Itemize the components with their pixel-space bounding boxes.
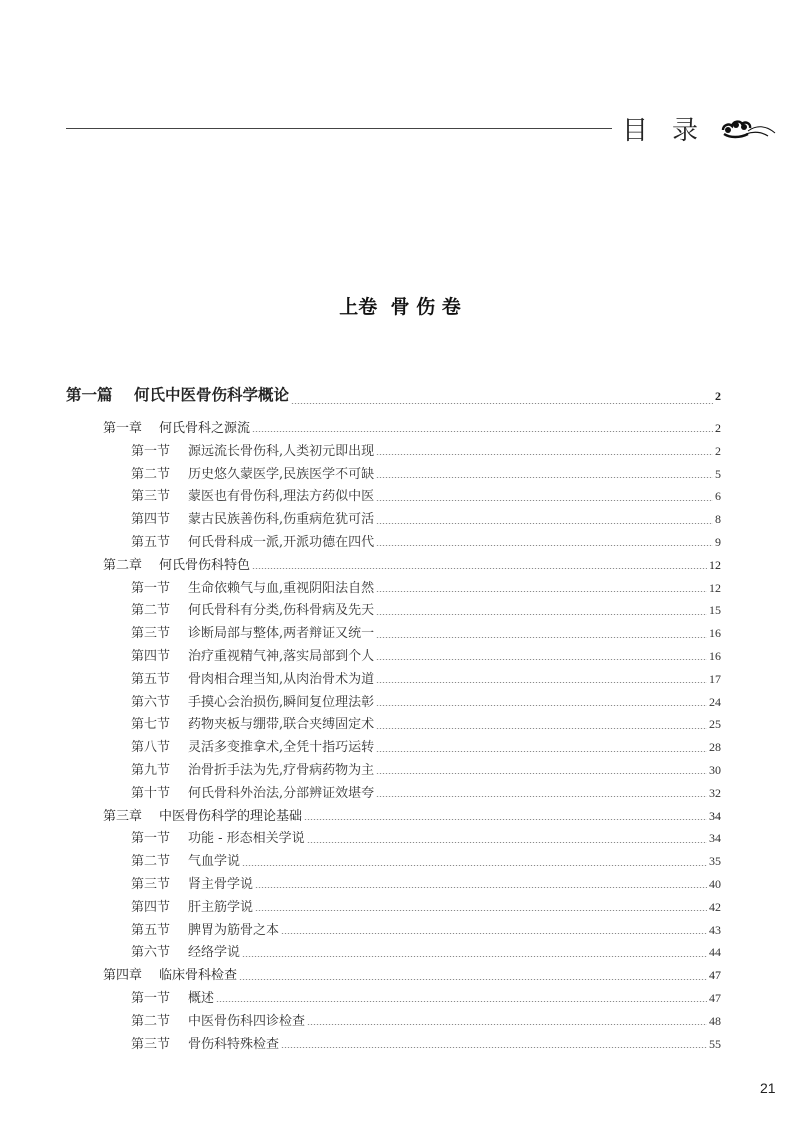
toc-entry-sec[interactable] [66, 599, 721, 622]
toc-entry-page: 6 [715, 489, 721, 504]
toc-entry-label: 第二节 [131, 854, 171, 870]
toc-entry-page: 16 [709, 626, 721, 641]
toc-entry-sec[interactable] [66, 440, 721, 463]
toc-entry-title: 中医骨伤科四诊检查 [188, 1013, 306, 1029]
cloud-ornament-icon [720, 113, 776, 143]
toc-entry-title: 何氏骨伤科特色 [159, 557, 251, 573]
toc-entry-title: 蒙古民族善伤科,伤重病危犹可活 [188, 512, 375, 528]
toc-entry-title: 概述 [188, 990, 215, 1006]
toc-entry-sec[interactable] [66, 941, 721, 964]
toc-entry-label: 第四节 [131, 512, 171, 528]
toc-entry-label: 第一节 [131, 443, 171, 459]
dot-leader [252, 431, 713, 432]
toc-entry-page: 2 [715, 389, 721, 403]
toc-entry-sec[interactable] [66, 759, 721, 782]
toc-entry-title: 源远流长骨伤科,人类初元即出现 [188, 443, 375, 459]
dot-leader [291, 403, 713, 404]
toc-entry-page: 48 [709, 1013, 721, 1028]
toc-entry-label: 第三节 [131, 489, 171, 505]
dot-leader [216, 1001, 707, 1002]
toc-entry-sec[interactable] [66, 919, 721, 942]
toc-entry-page: 44 [709, 945, 721, 960]
toc-entry-title: 治疗重视精气神,落实局部到个人 [188, 648, 375, 664]
toc-entry-sec[interactable] [66, 622, 721, 645]
toc-entry-title: 骨伤科特殊检查 [188, 1036, 280, 1052]
toc-entry-label: 第一篇 [66, 386, 113, 404]
toc-entry-page: 8 [715, 512, 721, 527]
toc-entry-label: 第二章 [103, 557, 143, 573]
toc-entry-label: 第五节 [131, 534, 171, 550]
toc-entry-label: 第三节 [131, 876, 171, 892]
toc-entry-page: 34 [709, 808, 721, 823]
toc-entry-title: 骨肉相合理当知,从肉治骨术为道 [188, 671, 375, 687]
toc-entry-label: 第四节 [131, 899, 171, 915]
toc-entry-title: 何氏中医骨伤科学概论 [134, 386, 290, 404]
toc-entry-label: 第二节 [131, 466, 171, 482]
toc-entry-label: 第十节 [131, 785, 171, 801]
toc-entry-page: 15 [709, 603, 721, 618]
toc-entry-label: 第二节 [131, 603, 171, 619]
toc-entry-title: 气血学说 [188, 854, 241, 870]
toc-entry-sec[interactable] [66, 1033, 721, 1056]
toc-entry-label: 第一节 [131, 831, 171, 847]
toc-entry-page: 42 [709, 899, 721, 914]
toc-entry-title: 手摸心会治损伤,瞬间复位理法彰 [188, 694, 375, 710]
toc-entry-title: 蒙医也有骨伤科,理法方药似中医 [188, 489, 375, 505]
dot-leader [376, 637, 707, 638]
dot-leader [376, 500, 713, 501]
dot-leader [376, 614, 707, 615]
toc-entry-page: 2 [715, 421, 721, 435]
toc-entry-chap[interactable] [66, 417, 721, 440]
toc-entry-label: 第九节 [131, 762, 171, 778]
dot-leader [281, 1047, 707, 1048]
toc-entry-sec[interactable] [66, 577, 721, 600]
dot-leader [242, 865, 707, 866]
toc-entry-label: 第三节 [131, 1036, 171, 1052]
toc-entry-sec[interactable] [66, 736, 721, 759]
toc-entry-label: 第七节 [131, 717, 171, 733]
dot-leader [376, 523, 713, 524]
toc-entry-sec[interactable] [66, 668, 721, 691]
header-rule [66, 128, 612, 129]
toc-entry-sec[interactable] [66, 463, 721, 486]
dot-leader [252, 568, 707, 569]
toc-entry-label: 第四章 [103, 968, 143, 984]
toc-entry-label: 第五节 [131, 671, 171, 687]
toc-entry-title: 何氏骨科之源流 [159, 421, 251, 436]
dot-leader [304, 819, 707, 820]
toc-entry-page: 12 [709, 580, 721, 595]
toc-entry-page: 5 [715, 466, 721, 481]
toc-entry-sec[interactable] [66, 691, 721, 714]
toc-entry-label: 第四节 [131, 648, 171, 664]
toc-entry-page: 30 [709, 762, 721, 777]
toc-entry-label: 第五节 [131, 922, 171, 938]
dot-leader [376, 728, 707, 729]
dot-leader [376, 751, 707, 752]
toc-entry-page: 9 [715, 534, 721, 549]
toc-entry-page: 2 [715, 443, 721, 458]
toc-entry-title: 灵活多变推拿术,全凭十指巧运转 [188, 740, 375, 756]
toc-entry-page: 40 [709, 876, 721, 891]
toc-entry-page: 34 [709, 831, 721, 846]
table-of-contents [66, 383, 721, 1055]
toc-entry-sec[interactable] [66, 485, 721, 508]
toc-entry-sec[interactable] [66, 1010, 721, 1033]
toc-entry-sec[interactable] [66, 850, 721, 873]
toc-entry-page: 16 [709, 648, 721, 663]
page-number: 21 [760, 1080, 776, 1096]
dot-leader [239, 979, 707, 980]
toc-entry-label: 第三节 [131, 626, 171, 642]
toc-entry-page: 25 [709, 717, 721, 732]
toc-entry-sec[interactable] [66, 896, 721, 919]
dot-leader [255, 887, 707, 888]
toc-entry-page: 17 [709, 671, 721, 686]
dot-leader [376, 796, 707, 797]
dot-leader [376, 773, 707, 774]
toc-entry-title: 何氏骨科成一派,开派功德在四代 [188, 534, 375, 550]
toc-entry-label: 第八节 [131, 740, 171, 756]
toc-entry-title: 诊断局部与整体,两者辩证又统一 [188, 626, 375, 642]
dot-leader [376, 477, 713, 478]
dot-leader [242, 956, 707, 957]
toc-entry-title: 治骨折手法为先,疗骨病药物为主 [188, 762, 375, 778]
toc-entry-label: 第六节 [131, 694, 171, 710]
toc-entry-page: 35 [709, 854, 721, 869]
toc-entry-title: 中医骨伤科学的理论基础 [159, 808, 303, 824]
toc-entry-sec[interactable] [66, 713, 721, 736]
toc-entry-sec[interactable] [66, 508, 721, 531]
toc-entry-sec[interactable] [66, 782, 721, 805]
toc-entry-label: 第二节 [131, 1013, 171, 1029]
dot-leader [376, 659, 707, 660]
toc-entry-title: 历史悠久蒙医学,民族医学不可缺 [188, 466, 375, 482]
toc-entry-title: 生命依赖气与血,重视阴阳法自然 [188, 580, 375, 596]
dot-leader [307, 842, 707, 843]
toc-entry-page: 47 [709, 990, 721, 1005]
toc-entry-title: 何氏骨科有分类,伤科骨病及先天 [188, 603, 375, 619]
toc-entry-page: 55 [709, 1036, 721, 1051]
toc-entry-page: 32 [709, 785, 721, 800]
toc-entry-title: 临床骨科检查 [159, 968, 238, 984]
header-title: 目录 [622, 116, 723, 146]
toc-entry-sec[interactable] [66, 987, 721, 1010]
dot-leader [376, 682, 707, 683]
dot-leader [376, 454, 713, 455]
toc-entry-page: 12 [709, 557, 721, 572]
toc-entry-chap[interactable] [66, 805, 721, 828]
dot-leader [376, 545, 713, 546]
toc-entry-title: 药物夹板与绷带,联合夹缚固定术 [188, 717, 375, 733]
toc-entry-title: 何氏骨科外治法,分部辨证效堪夸 [188, 785, 375, 801]
toc-entry-title: 脾胃为筋骨之本 [188, 922, 280, 938]
toc-entry-sec[interactable] [66, 873, 721, 896]
toc-entry-label: 第一节 [131, 580, 171, 596]
toc-entry-title: 经络学说 [188, 945, 241, 961]
toc-entry-label: 第一章 [103, 421, 143, 436]
toc-entry-title: 功能 - 形态相关学说 [188, 831, 305, 847]
toc-entry-page: 43 [709, 922, 721, 937]
toc-entry-page: 28 [709, 740, 721, 755]
toc-entry-sec[interactable] [66, 645, 721, 668]
volume-title: 上卷 骨 伤 卷 [339, 296, 461, 318]
dot-leader [307, 1024, 707, 1025]
toc-entry-label: 第三章 [103, 808, 143, 824]
toc-entry-label: 第六节 [131, 945, 171, 961]
dot-leader [281, 933, 707, 934]
toc-entry-part[interactable] [66, 383, 721, 417]
toc-entry-chap[interactable] [66, 964, 721, 987]
toc-entry-page: 47 [709, 968, 721, 983]
toc-entry-label: 第一节 [131, 990, 171, 1006]
toc-entry-sec[interactable] [66, 827, 721, 850]
toc-entry-title: 肝主筋学说 [188, 899, 254, 915]
toc-entry-title: 肾主骨学说 [188, 876, 254, 892]
toc-entry-sec[interactable] [66, 531, 721, 554]
dot-leader [376, 591, 707, 592]
dot-leader [376, 705, 707, 706]
toc-entry-page: 24 [709, 694, 721, 709]
toc-entry-chap[interactable] [66, 554, 721, 577]
dot-leader [255, 910, 707, 911]
